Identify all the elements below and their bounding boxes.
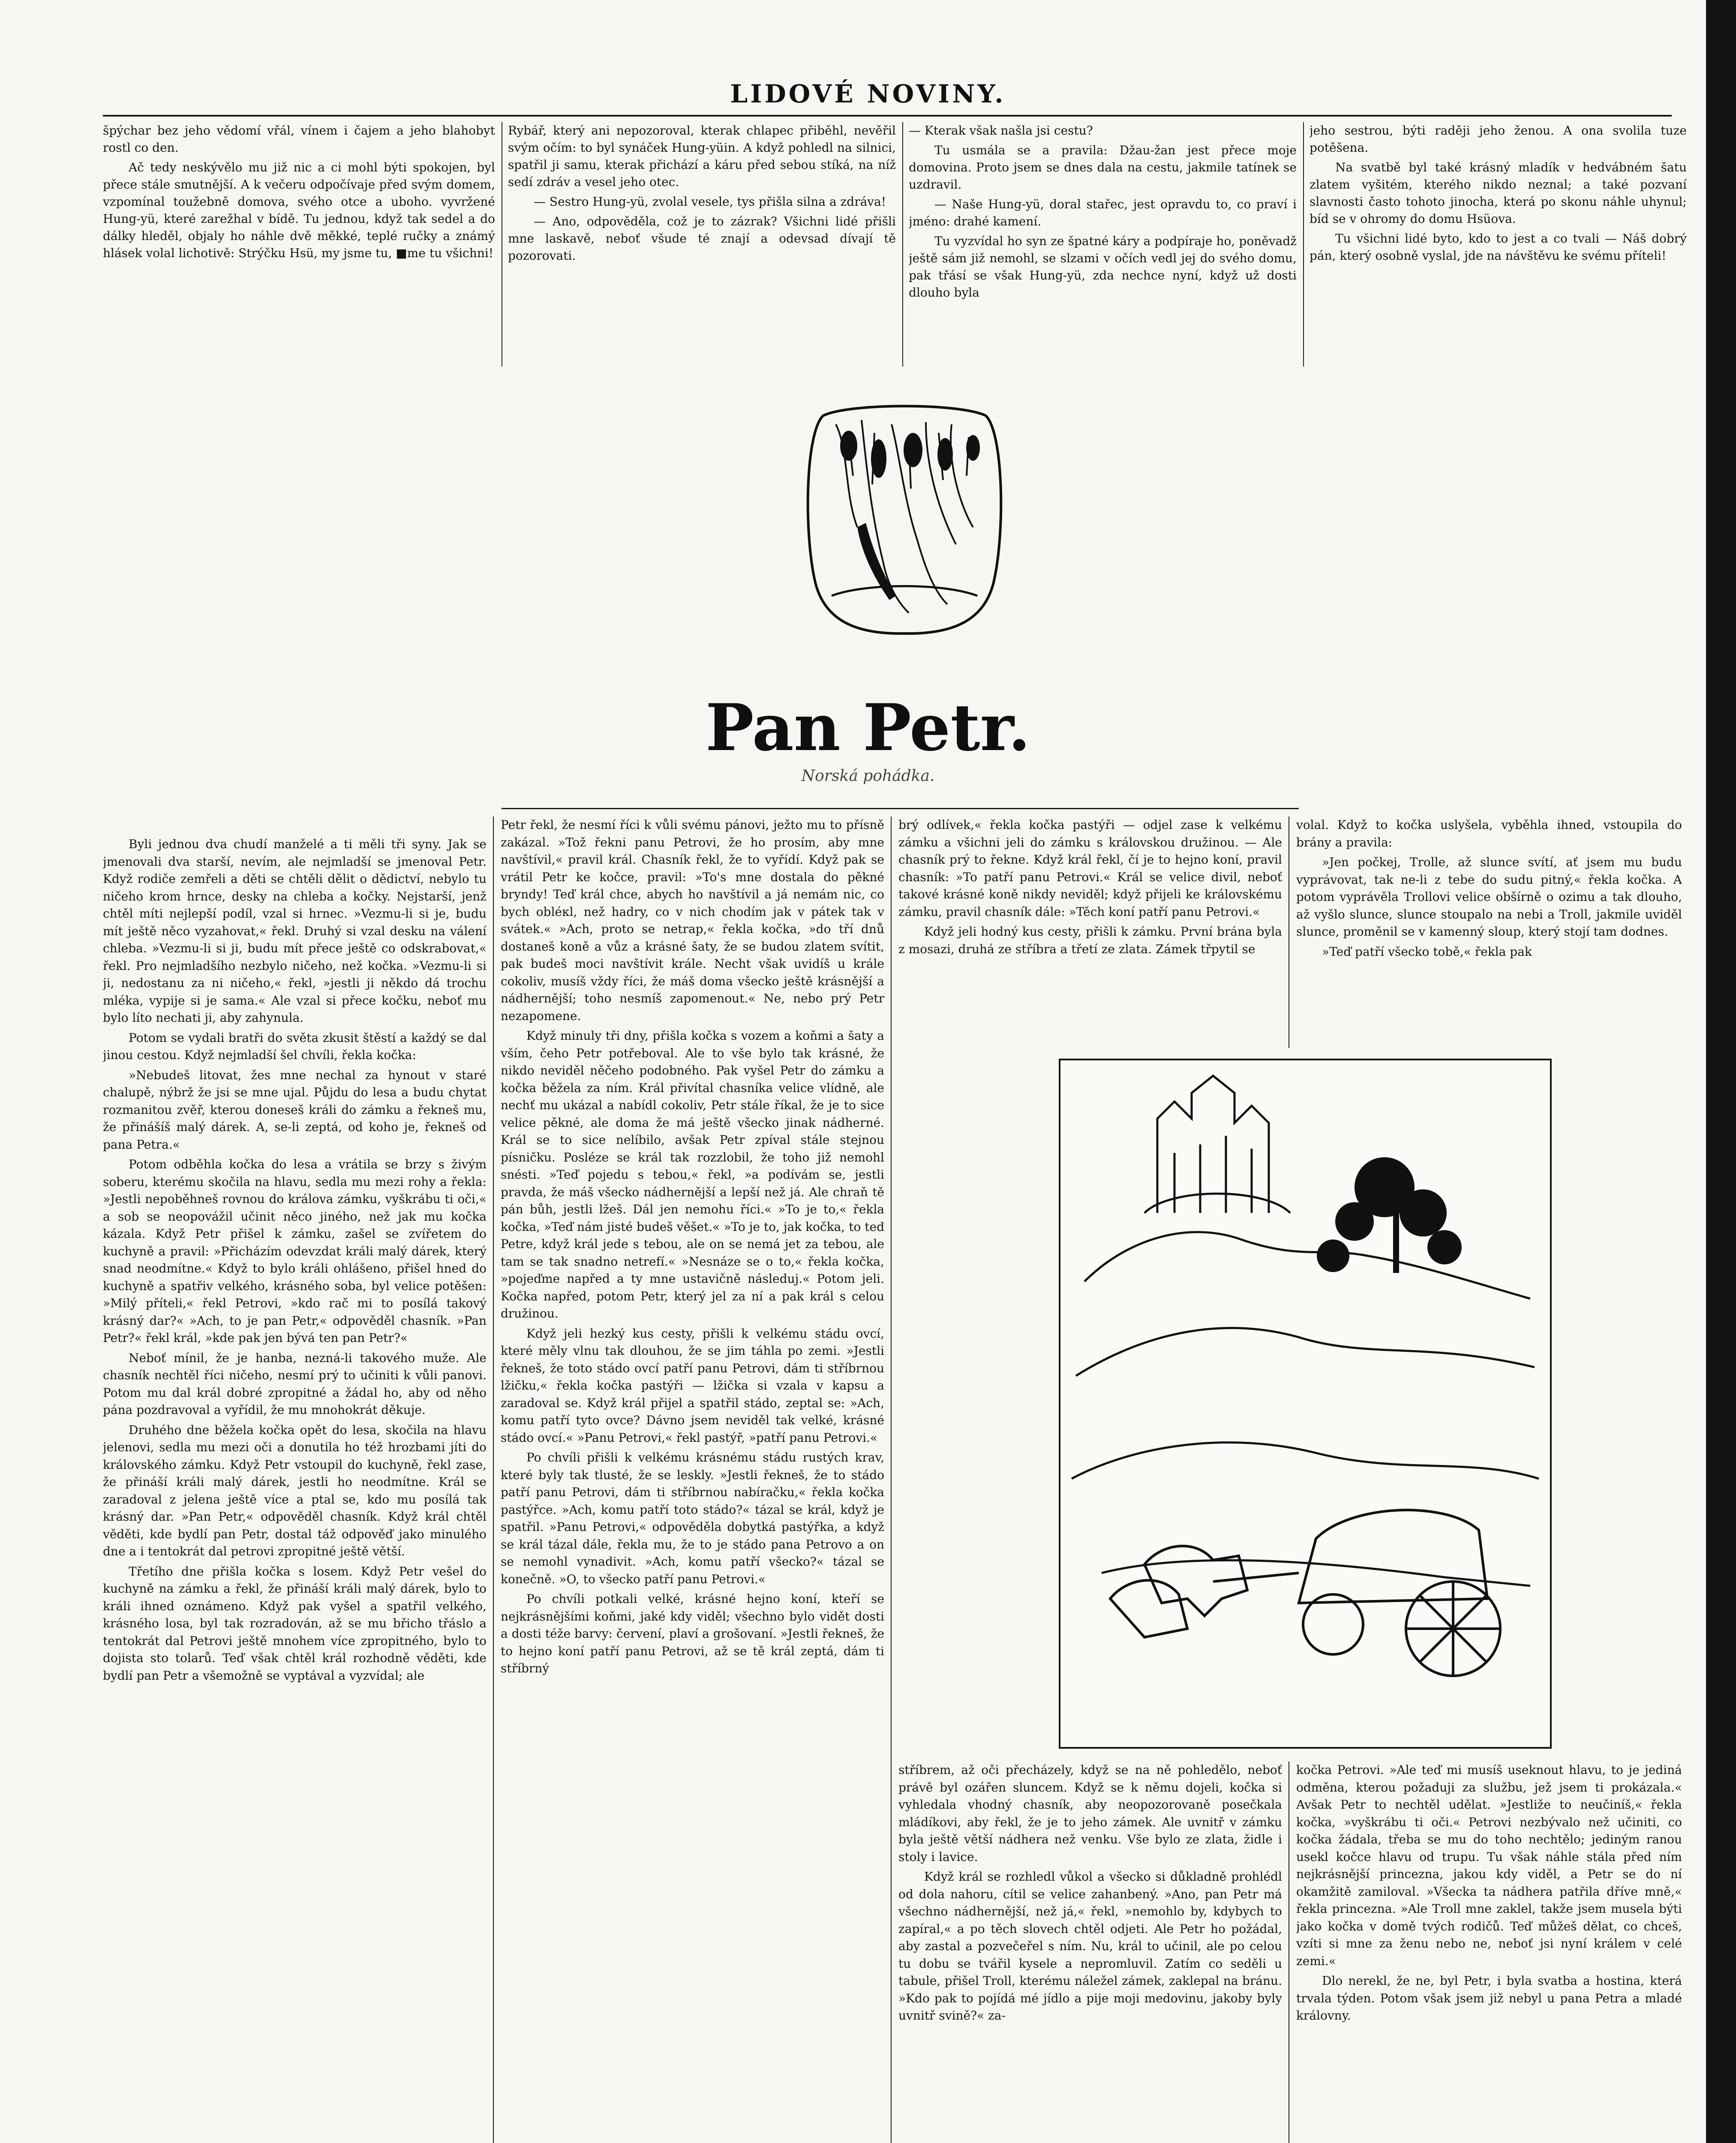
- column-rule: [902, 122, 903, 366]
- top-col3-para: — Kterak však našla jsi cestu?: [909, 123, 1093, 138]
- masthead: LIDOVÉ NOVINY.: [730, 79, 1006, 108]
- column-rule: [493, 816, 494, 2143]
- column-rule: [1303, 122, 1304, 366]
- story-paragraph: »Nebudeš litovat, žes mne nechal za hynout v staré chalupě, nýbrž že jsi se mne ujal. Půjdu do lesa a budu chytat rozmanitou zvěř, kterou doneseš králi do zámku a řekneš mu, že přinášíš malý dárek. A, se-li zeptá, od koho je, řekneš od pana Petra.«: [103, 1068, 487, 1152]
- story-paragraph: Když král se rozhledl vůkol a všecko si důkladně prohlédl od dola nahoru, cítil se velice zahanbený. »Ano, pan Petr má všechno nádhernější, než já,« řekl, »nemohlo by, kdybych to zapíral,« a po těch slovech chtěl odjeti. Ale Petr ho požádal, aby zastal a pozvečeřel s ním. Nu, král to učinil, ale po celou tu dobu se tvářil kysele a nepromluvil. Zatím co seděli u tabule, přišel Troll, kterému náležel zámek, zaklepal na bránu. »Kdo pak to pojídá mé jídlo a pije moji medovinu, jakoby byly uvnitř svině?« za-: [898, 1870, 1282, 2023]
- story-column-4-top: [1296, 816, 1682, 1048]
- story-paragraph: »Teď patří všecko tobě,« řekla pak: [1322, 944, 1532, 959]
- story-paragraph: »Jen počkej, Trolle, až slunce svítí, ať jsem mu budu vyprávovat, tak ne-li z tebe do sudu pitný,« řekla kočka. A potom vyprávěla Trollovi velice obšírně o ozimu a tak dlouho, až vyšlo slunce, slunce stoupalo na nebi a Troll, jakmile uviděl slunce, proměnil se v kamenný sloup, který stojí tam dodnes.: [1296, 855, 1682, 939]
- top-col4-para: jeho sestrou, býti raději jeho ženou. A ona svolila tuze potěšena.: [1310, 123, 1687, 155]
- top-col2-para: — Sestro Hung-yü, zvolal vesele, tys přišla silna a zdráva!: [534, 195, 886, 209]
- top-col1-para: Ač tedy neskývělo mu již nic a ci mohl býti spokojen, byl přece stále smutnější. A k večeru odpočívaje před svým domem, vzpomínal toužebně domova, svého otce a uboho. vyvržené Hung-yü, které zarežhal v bídě. Tu jednou, když tak sedel a do dálky hleděl, objaly ho náhle dvě měkké, teplé ručky a známý hlásek volal lichotivě: Strýčku Hsü, my jsme tu, ■me tu všichni!: [103, 160, 495, 260]
- top-col4-para: Na svatbě byl také krásný mladík v hedvábném šatu zlatem vyšitém, kterého nikdo neznal; a také pozvaní slavnosti často tohoto jinocha, která po skonu náhle uhynul; bíd se v ohromy do domu Hsüova.: [1310, 160, 1687, 226]
- story-paragraph: Když jeli hodný kus cesty, přišli k zámku. První brána byla z mosazi, druhá ze stříbra a třetí ze zlata. Zámek třpytil se: [898, 924, 1282, 956]
- story-column-1: [103, 836, 487, 2143]
- story-paragraph: Potom odběhla kočka do lesa a vrátila se brzy s živým soberu, kterému skočila na hlavu, sedla mu mezi rohy a řekla: »Jestli nepoběhneš rovnou do králova zámku, vyškrábu ti oči,« a sob se neopovážil učinit něco jiného, než jak mu kočka kázala. Když Petr přišel k zámku, zašel se zvířetem do kuchyně a pravil: »Přicházím odevzdat králi malý dárek, který snad neodmítne.« Když to bylo králi ohlášeno, přišel hned do kuchyně a spatřiv velkého, krásného soba, byl velice potěšen: »Milý příteli,« řekl Petrovi, »kdo rač mi to posílá takový krásný dar?« »Ach, to je pan Petr,« odpověděl chasník. »Pan Petr?« řekl král, »kde pak jen bývá ten pan Petr?«: [103, 1157, 487, 1345]
- top-col1-para: špýchar bez jeho vědomí vřál, vínem i čajem a jeho blahobyt rostl co den.: [103, 123, 495, 155]
- story-paragraph: Když jeli hezký kus cesty, přišli k velkému stádu ovcí, které měly vlnu tak dlouhou, že se jim táhla po zemi. »Jestli řekneš, že toto stádo ovcí patří panu Petrovi, dám ti stříbrnou lžičku,« řekla kočka pastýři — lžička si vzala v kapsu a zaradoval se. Když král přijel a spatřil stádo, zeptal se: »Ach, komu patří tyto ovce? Dávno jsem neviděl tak velké, krásné stádo ovcí.« »Panu Petrovi,« řekl pastýř, »patří panu Petrovi.«: [501, 1326, 884, 1445]
- top-col2-para: Rybář, který ani nepozoroval, kterak chlapec přiběhl, nevěřil svým očím: to byl synáček Hung-yüin. A když pohledl na silnici, spatřil ji samu, kterak přichází a káru před sebou stíká, na níž sedí zdráv a vesel jeho otec.: [508, 123, 896, 189]
- top-col4-para: Tu všichni lidé byto, kdo to jest a co tvali — Náš dobrý pán, který osobně vyslal, jde na návštěvu ke svému příteli!: [1310, 231, 1687, 263]
- top-column-1: [103, 122, 495, 371]
- scan-border: [1706, 0, 1736, 2143]
- story-paragraph: Po chvíli potkali velké, krásné hejno koní, kteří se nejkrásnějšími koňmi, jaké kdy viděl; všechno bylo vidět dosti a dosti téže barvy: červení, plaví a grošovaní. »Jestli řekneš, že to hejno koní patří panu Petrovi, až se tě král zeptá, dám ti stříbrný: [501, 1592, 884, 1675]
- story-paragraph: Dlo nerekl, že ne, byl Petr, i byla svatba a hostina, která trvala týden. Potom však jsem již nebyl u pana Petra a mladé královny.: [1296, 1974, 1682, 2023]
- story-paragraph: Když minuly tři dny, přišla kočka s vozem a koňmi a šaty a vším, čeho Petr potřeboval. Ale to vše bylo tak krásné, že nikdo neviděl něčeho podobného. Pak vyšel Petr do zámku a kočka běžela za ním. Král přivítal chasníka velice vlídně, ale nechť mu ukázal a nabídl cokoliv, Petr stále říkal, že je to sice velice pěkné, ale doma že má ještě všecko jinak nádherné. Král se to sice nelíbilo, avšak Petr zpíval stále stejnou písničku. Posléze se král tak rozzlobil, že toho již nemohl snésti. »Teď pojedu s tebou,« řekl, »a podívám se, jestli pravda, že máš všecko nádhernější a lepší než já. Ale chraň tě pán bůh, jestli lžeš. Dál jen nemohu říci.« »To je to,« řekla kočka, »Teď nám jisté budeš věšet.« »To je to, jak kočka, to teď Petre, když král jede s tebou, ale on se nemá jet za tebou, ale tam se tak snadno netrefí.« »Nesnáze se o to,« řekla kočka, »pojeďme napřed a ty mne ustavičně následuj.« Potom jeli. Kočka napřed, potom Petr, který jel za ní a pak král s celou družinou.: [501, 1029, 884, 1321]
- story-paragraph: Neboť mínil, že je hanba, nezná-li takového muže. Ale chasník nechtěl říci ničeho, nesmí prý to učiniti k vůli panovi. Potom mu dal král dobré zpropitné a žádal ho, aby od něho pána pozdravoval a vyřídil, že mu mnohokrát děkuje.: [103, 1351, 487, 1417]
- column-rule: [1288, 816, 1289, 1048]
- top-column-3: [909, 122, 1297, 371]
- column-rule: [1288, 1762, 1289, 2143]
- top-col3-para: Tu vyzvídal ho syn ze špatné káry a podpíraje ho, poněvadž ještě sám již nemohl, se slzami v očích vedl jej do svého domu, pak třásí se však Hung-yü, zda nechce nyní, když už dosti dlouho byla: [909, 234, 1297, 300]
- top-col3-para: Tu usmála se a pravila: Džau-žan jest přece moje domovina. Proto jsem se dnes dala na cestu, jakmile tatínek se uzdravil.: [909, 143, 1297, 192]
- story-paragraph: volal. Když to kočka uslyšela, vyběhla ihned, vstoupila do brány a pravila:: [1296, 818, 1682, 849]
- tree-vignette-illustration: [797, 399, 1012, 639]
- story-column-3-bottom: [898, 1762, 1282, 2143]
- story-paragraph: Byli jednou dva chudí manželé a ti měli tři syny. Jak se jmenovali dva starší, nevím, ale nejmladší se jmenoval Petr. Když rodiče zemřeli a děti se chtěli dělit o dědictví, nebylo tu ničeho krom hrnce, desky na chleba a kočky. Nejstarší, jenž chtěl míti nejlepší podíl, vzal si hrnec. »Vezmu-li si je, budu mít ještě něco vyzahovat,« řekl. Druhý si vzal desku na válení chleba. »Vezmu-li si ji, budu mít přece ještě co odskrabovat,« řekl. Pro nejmladšího nezbylo ničeho, než kočka. »Vezmu-li si ji, nedostanu za ni ničeho,« řekl, »jestli ji někdo dá trochu mléka, vypije si je sama.« Ale vzal si přece kočku, neboť mu bylo líto nechati ji, aby zahynula.: [103, 837, 487, 1025]
- story-paragraph: Třetího dne přišla kočka s losem. Když Petr vešel do kuchyně na zámku a řekl, že přináší králi malý dárek, bylo to králi ihned oznámeno. Když pak vyšel a spatřil velkého, krásného losa, byl tak rozradován, až se mu břicho třáslo a tentokrát dal Petrovi ještě mnohem více zpropitného, bylo to dojista sto tolarů. Teď však chtěl král rozhodně věděti, kde bydlí pan Petr a všemožně se vyptával a vyzvídal; ale: [103, 1564, 487, 1683]
- top-column-2: [508, 122, 896, 371]
- story-paragraph: Po chvíli přišli k velkému krásnému stádu rustých krav, které byly tak tlusté, že se leskly. »Jestli řekneš, že to stádo patří panu Petrovi, dám ti stříbrnou nabíračku,« řekla kočka pastýřce. »Ach, komu patří toto stádo?« tázal se král, když je spatřil. »Panu Petrovi,« odpověděla dobytká pastýřka, a když se král tázal dále, řekla mu, že to je stádo pana Petrovo a on se nemohl vynadivit. »Ach, komu patří všecko?« tázal se konečně. »O, to všecko patří panu Petrovi.«: [501, 1450, 884, 1586]
- story-paragraph: stříbrem, až oči přecházely, když se na ně pohledělo, neboť právě byl ozářen sluncem. Když se k němu dojeli, kočka si vyhledala vhodný chasník, aby neopozorovaně posečkala mládíkovi, aby řekl, že je to jeho zámek. Ale uvnitř v zámku byla ještě větší nádhera než venku. Vše bylo ze zlata, židle i stoly i lavice.: [898, 1763, 1282, 1864]
- story-paragraph: kočka Petrovi. »Ale teď mi musíš useknout hlavu, to je jediná odměna, kterou požaduji za službu, jež jsem ti prokázala.« Avšak Petr to nechtěl udělat. »Jestliže to neučiníš,« řekla kočka, »vyškrábu ti oči.« Petrovi nezbývalo než učiniti, co kočka žádala, třeba se mu do toho nechtělo; jediným ranou usekl kočce hlavu od trupu. Tu však náhle stála před ním nejkrásnější princezna, jakou kdy viděl, a Petr se do ní okamžitě zamiloval. »Všecka ta nádhera patřila dříve mně,« řekla princezna. »Ale Troll mne zaklel, takže jsem musela býti jako kočka v domě tvých rodičů. Teď můžeš dělat, co chceš, vzíti si mne za ženu nebo ne, neboť jsi nyní králem v celé zemi.«: [1296, 1763, 1682, 1968]
- story-column-4-bottom: [1296, 1762, 1682, 2143]
- story-paragraph: brý odlívek,« řekla kočka pastýři — odjel zase k velkému zámku a všichni jeli do zámku s královskou družinou. — Ale chasník prý to řekne. Když král řekl, čí je to hejno koní, pravil chasník: »To patří panu Petrovi.« Král se velice divil, neboť takové krásné koně nikdy neviděl; když přijeli ke královskému zámku, pravil chasník dále: »Těch koní patří panu Petrovi.«: [898, 818, 1282, 919]
- story-column-3-top: [898, 816, 1282, 1048]
- top-column-4: [1310, 122, 1687, 371]
- headline-rule: [502, 808, 1299, 809]
- top-col2-para: — Ano, odpověděla, což je to zázrak? Všichni lidé přišli mne laskavě, neboť všude té znají a odevsad dívají tě pozorovati.: [508, 214, 896, 263]
- story-headline: Pan Petr.: [705, 690, 1031, 765]
- story-paragraph: Druhého dne běžela kočka opět do lesa, skočila na hlavu jelenovi, sedla mu mezi oči a donutila ho též hrozbami jíti do královského zámku. Když Petr vstoupil do kuchyně, řekl zase, že přináší králi malý dárek, jestli ho neodmítne. Král se zaradoval z jelena ještě více a ptal se, kdo mu posílá tak krásný dar. »Pan Petr,« odpověděl chasník. Když král chtěl věděti, kde bydlí pan Petr, dostal táž odpověď jako minulého dne a i tentokrát dal petrovi zpropitné ještě větší.: [103, 1423, 487, 1558]
- story-subtitle: Norská pohádka.: [801, 767, 935, 785]
- masthead-rule: [103, 115, 1672, 117]
- story-paragraph: Potom se vydali bratři do světa zkusit štěstí a každý se dal jinou cestou. Když nejmladší šel chvíli, řekla kočka:: [103, 1030, 487, 1062]
- column-rule: [891, 816, 892, 2143]
- story-paragraph: Petr řekl, že nesmí říci k vůli svému pánovi, ježto mu to přísně zakázal. »Tož řekni panu Petrovi, že ho prosím, aby mne navštívil,« pravil král. Chasník řekl, že to vyřídí. Když pak se vrátil Petr ke kočce, pravil: »To's mne dostala do pěkné bryndy! Teď král chce, abych ho navštívil a já nemám nic, co bych obléкl, než hadry, co v nich chodím jak v pátek tak v svátek.« »Ach, proto se netrap,« řekla kočka, »do tří dnů dostaneš koně a vůz a krásné šaty, že se budou zlatem svítit, pak budeš moci navštívit krále. Necht však uvidíš u krále cokoliv, musíš vždy říci, že máš doma všecko ještě krásnější a nádhernější; toho nesmíš zapomenout.« Ne, nebo prý Petr nezapomene.: [501, 818, 884, 1023]
- top-col3-para: — Naše Hung-yü, doral stařec, jest opravdu to, co praví i jméno: drahé kamení.: [909, 197, 1297, 228]
- castle-carriage-illustration: [1059, 1059, 1552, 1749]
- story-column-2: [501, 816, 884, 2143]
